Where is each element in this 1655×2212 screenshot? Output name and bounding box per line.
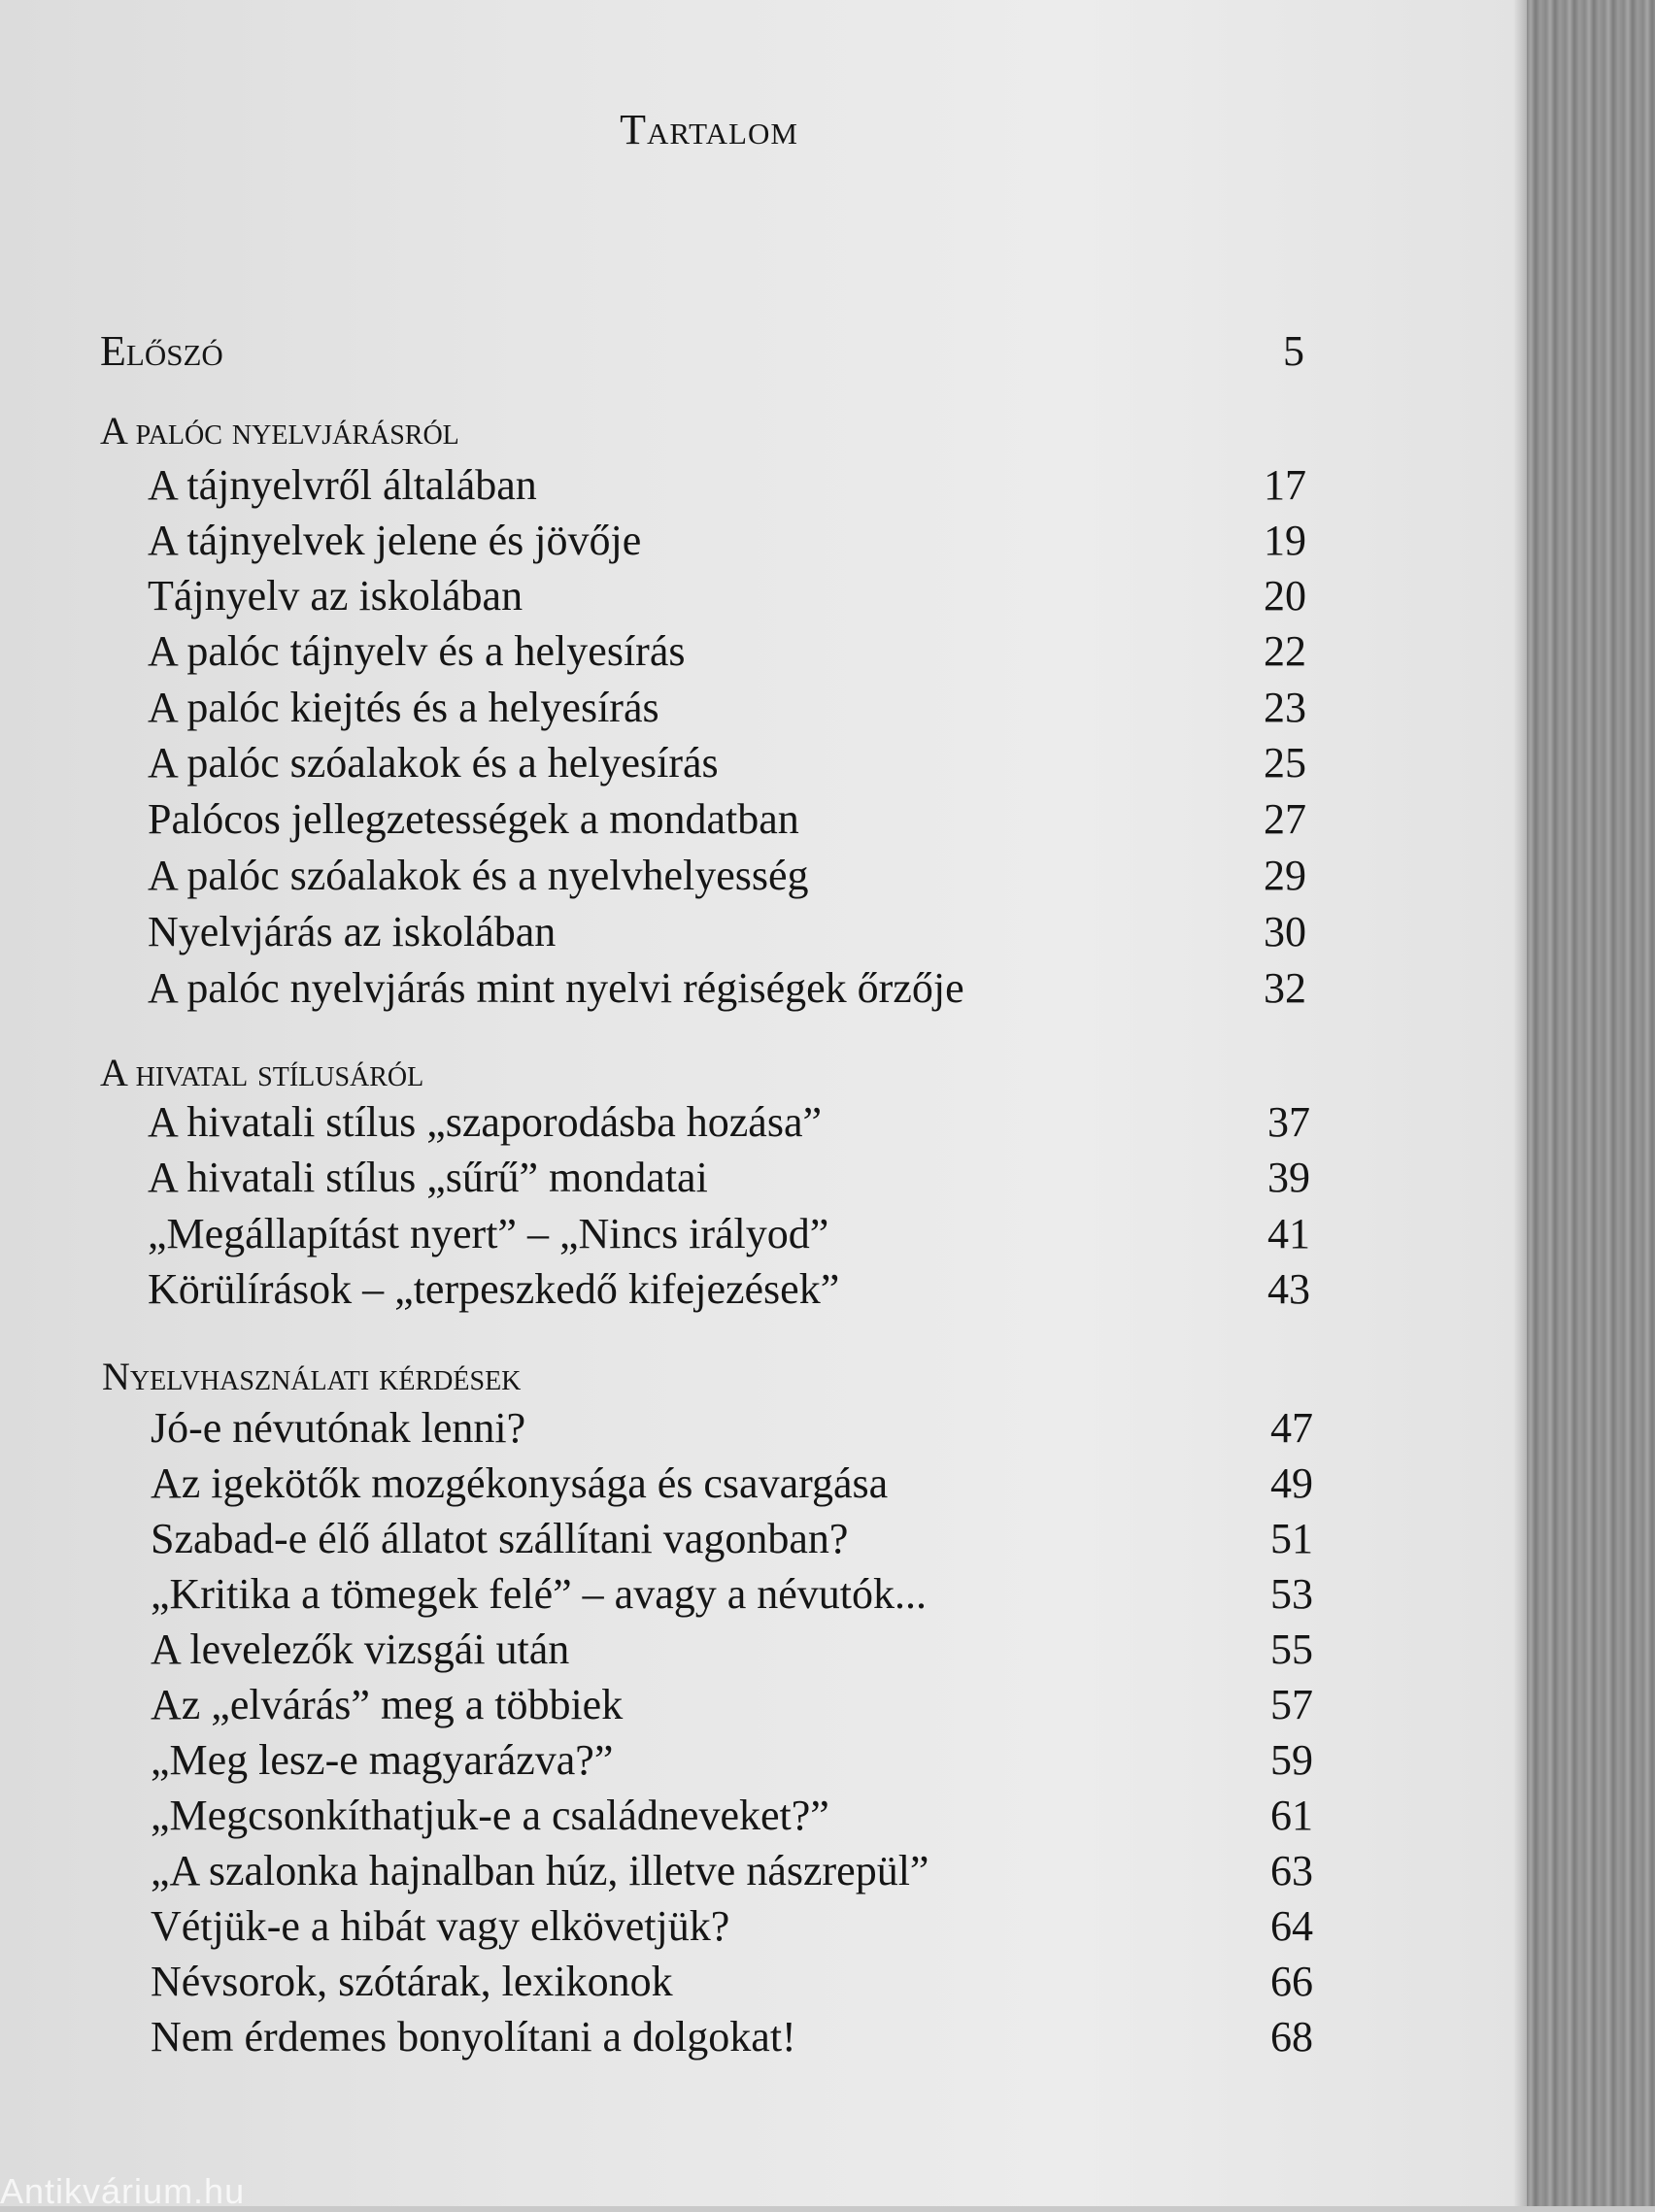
toc-entry-title: Az igekötők mozgékonysága és csavargása bbox=[151, 1459, 889, 1507]
toc-entry bbox=[148, 514, 1306, 568]
toc-entry bbox=[148, 458, 1306, 513]
toc-entry-title: Palócos jellegzetességek a mondatban bbox=[148, 795, 799, 843]
toc-entry bbox=[151, 1789, 1313, 1843]
toc-entry bbox=[151, 1457, 1313, 1511]
toc-entry bbox=[151, 1512, 1313, 1566]
section-heading: A hivatal stílusáról bbox=[100, 1051, 424, 1094]
toc-entry bbox=[151, 1955, 1313, 2009]
toc-entry-title: „Kritika a tömegek felé” – avagy a névutók... bbox=[151, 1570, 928, 1618]
toc-entry-title: A tájnyelvek jelene és jövője bbox=[148, 517, 642, 564]
toc-entry-title: „Megcsonkíthatjuk-e a családneveket?” bbox=[151, 1792, 829, 1839]
toc-entry-title: Névsorok, szótárak, lexikonok bbox=[151, 1958, 673, 2005]
toc-entry-title: A hivatali stílus „sűrű” mondatai bbox=[148, 1154, 708, 1201]
toc-entry-page: 22 bbox=[1264, 627, 1306, 675]
toc-entry-page: 20 bbox=[1264, 572, 1306, 620]
toc-entry-page: 66 bbox=[1270, 1958, 1313, 2005]
toc-entry-page: 32 bbox=[1264, 964, 1306, 1012]
toc-entry-page: 57 bbox=[1270, 1681, 1313, 1728]
toc-entry-title: Az „elvárás” meg a többiek bbox=[151, 1681, 624, 1728]
toc-entry-page: 25 bbox=[1264, 739, 1306, 787]
toc-foreword-label: Előszó bbox=[100, 327, 223, 375]
toc-entry-title: A hivatali stílus „szaporodásba hozása” bbox=[148, 1098, 823, 1146]
toc-entry-page: 39 bbox=[1267, 1154, 1310, 1201]
toc-entry-page: 29 bbox=[1264, 852, 1306, 899]
toc-entry bbox=[148, 1262, 1310, 1317]
toc-entry bbox=[151, 1899, 1313, 1954]
toc-entry-title: Vétjük-e a hibát vagy elkövetjük? bbox=[151, 1902, 730, 1950]
toc-entry bbox=[151, 2010, 1313, 2064]
toc-entry-title: Jó-e névutónak lenni? bbox=[151, 1404, 526, 1452]
toc-entry-page: 51 bbox=[1270, 1515, 1313, 1562]
toc-entry bbox=[148, 569, 1306, 623]
toc-entry-page: 53 bbox=[1270, 1570, 1313, 1618]
toc-entry-page: 23 bbox=[1264, 684, 1306, 731]
toc-entry-page: 68 bbox=[1270, 2013, 1313, 2061]
toc-entry bbox=[148, 624, 1306, 679]
toc-entry-page: 27 bbox=[1264, 795, 1306, 843]
toc-entry-page: 59 bbox=[1270, 1736, 1313, 1784]
toc-entry-page: 55 bbox=[1270, 1625, 1313, 1673]
toc-entry-title: A palóc tájnyelv és a helyesírás bbox=[148, 627, 686, 675]
toc-entry bbox=[151, 1567, 1313, 1622]
toc-entry bbox=[151, 1844, 1313, 1898]
toc-entry bbox=[148, 961, 1306, 1016]
toc-entry bbox=[151, 1733, 1313, 1788]
page-stack-edge bbox=[1527, 0, 1655, 2206]
toc-entry-page: 37 bbox=[1267, 1098, 1310, 1146]
toc-entry-page: 61 bbox=[1270, 1792, 1313, 1839]
toc-entry-title: Nyelvjárás az iskolában bbox=[148, 908, 557, 955]
section-heading: Nyelvhasználati kérdések bbox=[102, 1355, 522, 1398]
toc-entry-title: A palóc szóalakok és a nyelvhelyesség bbox=[148, 852, 809, 899]
toc-entry bbox=[148, 736, 1306, 790]
toc-entry bbox=[148, 681, 1306, 735]
toc-foreword bbox=[100, 324, 1304, 379]
toc-entry-title: A palóc szóalakok és a helyesírás bbox=[148, 739, 719, 787]
toc-entry bbox=[148, 792, 1306, 847]
page-title: Tartalom bbox=[620, 106, 798, 153]
toc-entry bbox=[151, 1623, 1313, 1677]
toc-entry-title: A levelezők vizsgái után bbox=[151, 1625, 570, 1673]
toc-entry-page: 41 bbox=[1267, 1210, 1310, 1257]
toc-entry-title: Szabad-e élő állatot szállítani vagonban? bbox=[151, 1515, 849, 1562]
toc-entry-page: 47 bbox=[1270, 1404, 1313, 1452]
toc-entry-page: 49 bbox=[1270, 1459, 1313, 1507]
toc-entry-page: 63 bbox=[1270, 1847, 1313, 1894]
toc-entry-page: 43 bbox=[1267, 1265, 1310, 1313]
toc-entry-page: 17 bbox=[1264, 461, 1306, 509]
toc-entry-title: „A szalonka hajnalban húz, illetve nászrepül” bbox=[151, 1847, 929, 1894]
toc-foreword-page: 5 bbox=[1283, 327, 1304, 375]
toc-entry bbox=[148, 1095, 1310, 1150]
toc-entry-title: Tájnyelv az iskolában bbox=[148, 572, 524, 620]
toc-entry bbox=[148, 849, 1306, 903]
toc-entry bbox=[148, 905, 1306, 959]
toc-entry-title: Nem érdemes bonyolítani a dolgokat! bbox=[151, 2013, 796, 2061]
toc-entry bbox=[148, 1207, 1310, 1261]
toc-entry-title: „Megállapítást nyert” – „Nincs irályod” bbox=[148, 1210, 829, 1257]
toc-entry-title: Körülírások – „terpeszkedő kifejezések” bbox=[148, 1265, 840, 1313]
toc-entry-title: A palóc nyelvjárás mint nyelvi régiségek őrzője bbox=[148, 964, 964, 1012]
toc-entry-title: „Meg lesz-e magyarázva?” bbox=[151, 1736, 614, 1784]
toc-entry-page: 64 bbox=[1270, 1902, 1313, 1950]
toc-entry bbox=[151, 1401, 1313, 1456]
toc-entry-title: A tájnyelvről általában bbox=[148, 461, 537, 509]
section-heading: A palóc nyelvjárásról bbox=[100, 409, 459, 452]
toc-entry-page: 19 bbox=[1264, 517, 1306, 564]
toc-entry-title: A palóc kiejtés és a helyesírás bbox=[148, 684, 659, 731]
toc-entry-page: 30 bbox=[1264, 908, 1306, 955]
watermark-text: Antikvárium.hu bbox=[0, 2171, 246, 2211]
toc-entry bbox=[148, 1151, 1310, 1205]
toc-entry bbox=[151, 1678, 1313, 1732]
